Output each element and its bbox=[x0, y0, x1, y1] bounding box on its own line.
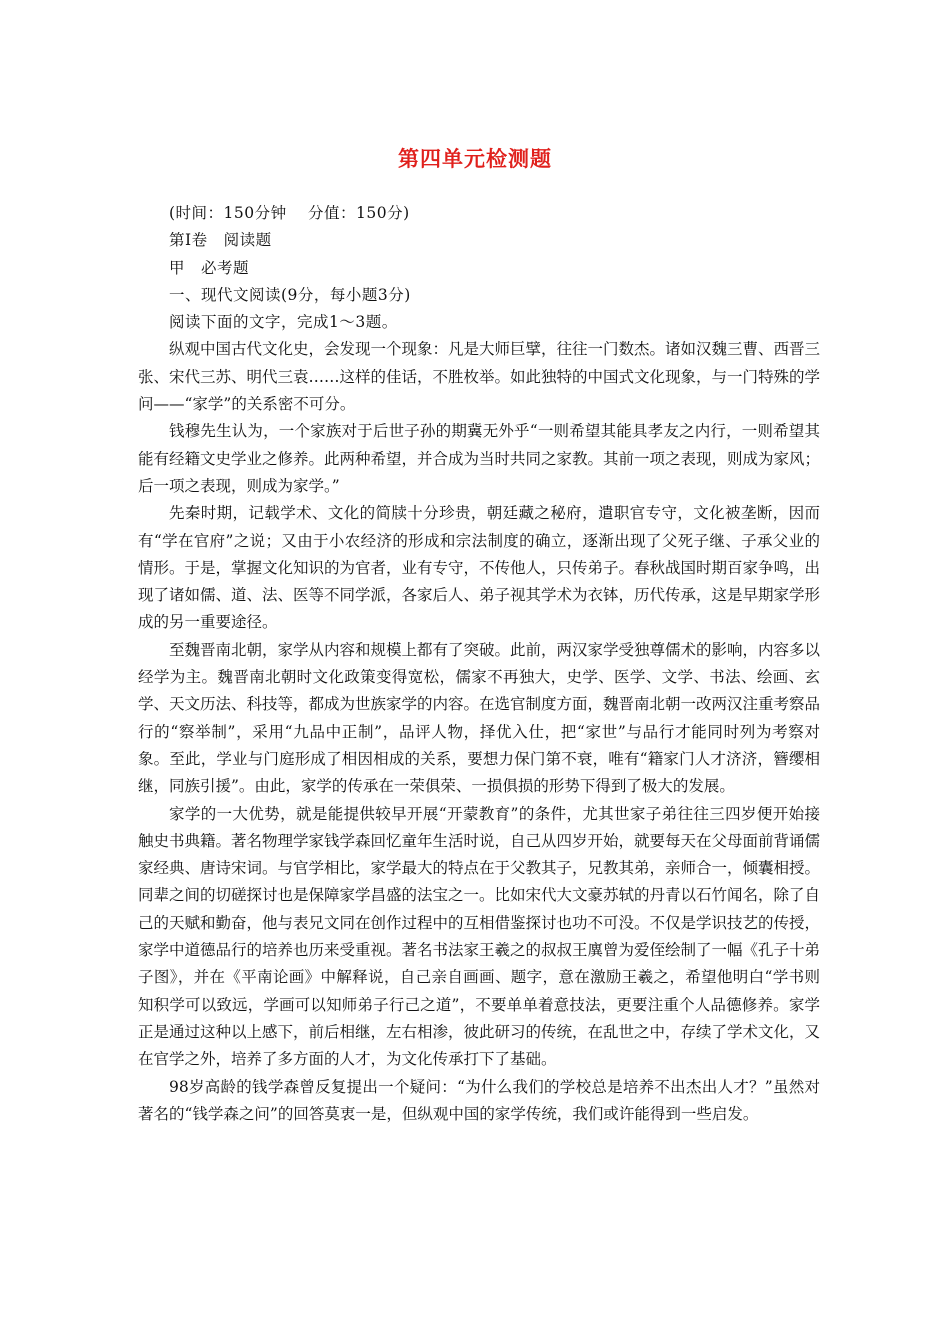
exam-meta-section: 甲 必考题 bbox=[169, 258, 250, 277]
document-title: 第四单元检测题 bbox=[398, 147, 552, 171]
body-paragraph: 至魏晋南北朝，家学从内容和规模上都有了突破。此前，两汉家学受独尊儒术的影响，内容多以经学为主。魏晋南北朝时文化政策变得宽松，儒家不再独大，史学、医学、文学、书法、绘画、玄学、天文历法、科技等，都成为世族家学的内容。在选官制度方面，魏晋南北朝一改两汉注重考察品行的“察举制”，采用“九品中正制”，品评人物，择优入仕，把“家世”与品行才能同时列为考察对象。至此，学业与门庭形成了相因相成的关系，要想力保门第不衰，唯有“籍家门人才济济，簪缨相继，同族引援”。由此，家学的传承在一荣俱荣、一损俱损的形势下得到了极大的发展。 bbox=[138, 640, 821, 796]
body-paragraph: 98岁高龄的钱学森曾反复提出一个疑问：“为什么我们的学校总是培养不出杰出人才？”虽然对著名的“钱学森之问”的回答莫衷一是，但纵观中国的家学传统，我们或许能得到一些启发。 bbox=[138, 1077, 820, 1123]
body-paragraph: 钱穆先生认为，一个家族对于后世子孙的期冀无外乎“一则希望其能具孝友之内行，一则希望其能有经籍文史学业之修养。此两种希望，并合成为当时共同之家教。其前一项之表现，则成为家风；后一项之表现，则成为家学。” bbox=[138, 422, 821, 495]
exam-meta-part: 一、现代文阅读(9分，每小题3分) bbox=[169, 285, 411, 304]
body-paragraph: 纵观中国古代文化史，会发现一个现象：凡是大师巨擘，往往一门数杰。诸如汉魏三曹、西晋三张、宋代三苏、明代三袁……这样的佳话，不胜枚举。如此独特的中国式文化现象，与一门特殊的学问——“家学”的关系密不可分。 bbox=[138, 340, 821, 414]
exam-meta-volume: 第Ⅰ卷 阅读题 bbox=[169, 231, 272, 250]
document-body bbox=[138, 200, 820, 1128]
exam-meta-instruction: 阅读下面的文字，完成1～3题。 bbox=[169, 313, 398, 332]
body-paragraph: 家学的一大优势，就是能提供较早开展“开蒙教育”的条件，尤其世家子弟往往三四岁便开始接触史书典籍。著名物理学家钱学森回忆童年生活时说，自己从四岁开始，就要每天在父母面前背诵儒家经典、唐诗宋词。与官学相比，家学最大的特点在于父教其子，兄教其弟，亲师合一，倾囊相授。同辈之间的切磋探讨也是保障家学昌盛的法宝之一。比如宋代大文豪苏轼的丹青以石竹闻名，除了自己的天赋和勤奋，他与表兄文同在创作过程中的互相借鉴探讨也功不可没。不仅是学识技艺的传授，家学中道德品行的培养也历来受重视。著名书法家王羲之的叔叔王廙曾为爱侄绘制了一幅《孔子十弟子图》，并在《平南论画》中解释说，自己亲自画画、题字，意在激励王羲之，希望他明白“学书则知积学可以致远，学画可以知师弟子行己之道”，不要单单着意技法，更要注重个人品德修养。家学正是通过这种以上感下，前后相继，左右相渗，彼此研习的传统，在乱世之中，存续了学术文化，又在官学之外，培养了多方面的人才，为文化传承打下了基础。 bbox=[138, 804, 821, 1069]
body-paragraph: 先秦时期，记载学术、文化的简牍十分珍贵，朝廷藏之秘府，遣职官专守，文化被垄断，因而有“学在官府”之说；又由于小农经济的形成和宗法制度的确立，逐渐出现了父死子继、子承父业的情形。于是，掌握文化知识的为官者，业有专守，不传他人，只传弟子。春秋战国时期百家争鸣，出现了诸如儒、道、法、医等不同学派，各家后人、弟子视其学术为衣钵，历代传承，这是早期家学形成的另一重要途径。 bbox=[138, 504, 821, 632]
exam-meta-time-score: (时间：150分钟 分值：150分) bbox=[169, 204, 410, 222]
